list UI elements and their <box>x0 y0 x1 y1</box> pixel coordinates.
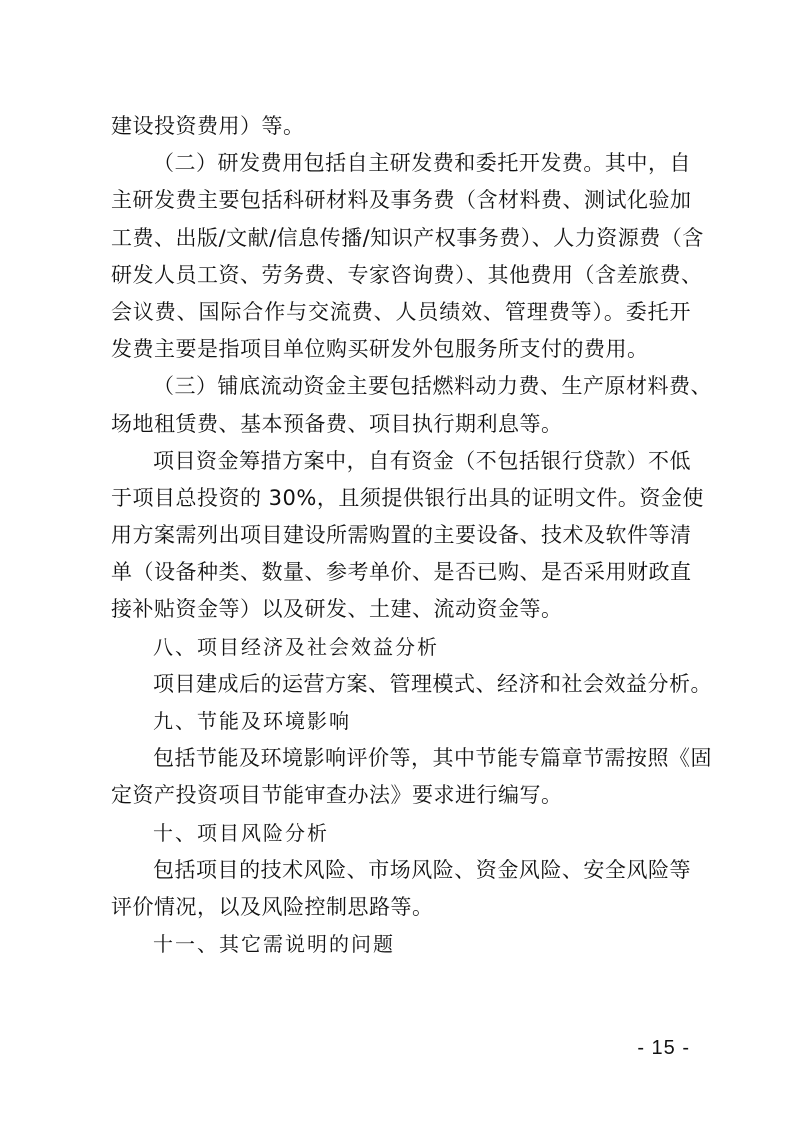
paragraph-line: 项目资金筹措方案中，自有资金（不包括银行贷款）不低 <box>153 448 691 473</box>
section-heading: 八、项目经济及社会效益分析 <box>153 634 439 659</box>
page-number: - 15 - <box>637 1037 690 1059</box>
paragraph-line: 定资产投资项目节能审查办法》要求进行编写。 <box>111 783 563 808</box>
section-heading: 九、节能及环境影响 <box>153 709 351 733</box>
paragraph-line: 项目建成后的运营方案、管理模式、经济和社会效益分析。 <box>153 671 712 696</box>
paragraph-line: 工费、出版/文献/信息传播/知识产权事务费）、人力资源费（含 <box>111 225 704 250</box>
paragraph-line: 建设投资费用）等。 <box>111 114 305 138</box>
paragraph-line: 单（设备种类、数量、参考单价、是否已购、是否采用财政直 <box>111 560 692 585</box>
paragraph-line: 评价情况，以及风险控制思路等。 <box>111 894 434 919</box>
paragraph-line: 用方案需列出项目建设所需购置的主要设备、技术及软件等清 <box>111 523 692 548</box>
paragraph-line: （二）研发费用包括自主研发费和委托开发费。其中，自 <box>153 151 691 176</box>
paragraph-line: 主研发费主要包括科研材料及事务费（含材料费、测试化验加 <box>111 188 692 213</box>
paragraph-line: 会议费、国际合作与交流费、人员绩效、管理费等）。委托开 <box>111 299 691 324</box>
paragraph-line: 研发人员工资、劳务费、专家咨询费）、其他费用（含差旅费、 <box>111 262 703 287</box>
paragraph-line: 包括项目的技术风险、市场风险、资金风险、安全风险等 <box>153 857 691 882</box>
paragraph-line: 接补贴资金等）以及研发、土建、流动资金等。 <box>111 597 563 622</box>
section-heading: 十一、其它需说明的问题 <box>153 932 395 957</box>
paragraph-line: 发费主要是指项目单位购买研发外包服务所支付的费用。 <box>111 337 649 362</box>
paragraph-line: 包括节能及环境影响评价等，其中节能专篇章节需按照《固 <box>153 746 712 771</box>
paragraph-line: 场地租赁费、基本预备费、项目执行期利息等。 <box>111 411 563 436</box>
section-heading: 十、项目风险分析 <box>153 820 329 845</box>
paragraph-line: （三）铺底流动资金主要包括燃料动力费、生产原材料费、 <box>153 374 712 399</box>
document-body <box>111 108 712 963</box>
paragraph-line: 于项目总投资的 30%，且须提供银行出具的证明文件。资金使 <box>111 485 704 510</box>
